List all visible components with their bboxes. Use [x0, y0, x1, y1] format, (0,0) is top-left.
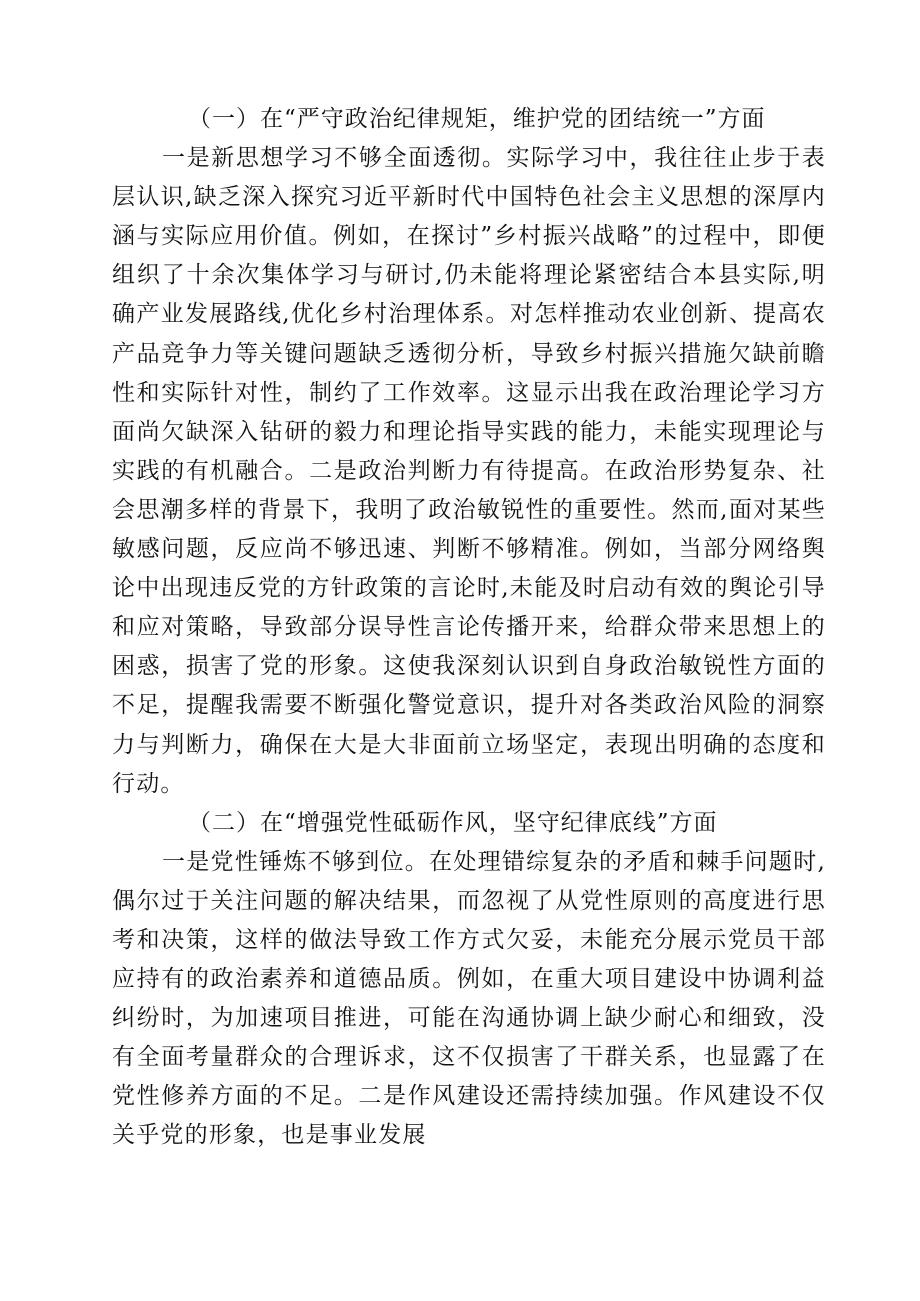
section-paragraph-1: 一是新思想学习不够全面透彻。实际学习中，我往往止步于表层认识,缺乏深入探究习近平新时代中国特色社会主义思想的深厚内涵与实际应用价值。例如，在探讨”乡村振兴战略”的过程中，即便组织了十余次集体学习与研讨,仍未能将理论紧密结合本县实际,明确产业发展路线,优化乡村治理体系。对怎样推动农业创新、提高农产品竞争力等关键问题缺乏透彻分析，导致乡村振兴措施欠缺前瞻性和实际针对性，制约了工作效率。这显示出我在政治理论学习方面尚欠缺深入钻研的毅力和理论指导实践的能力，未能实现理论与实践的有机融合。二是政治判断力有待提高。在政治形势复杂、社会思潮多样的背景下，我明了政治敏锐性的重要性。然而,面对某些敏感问题，反应尚不够迅速、判断不够精准。例如，当部分网络舆论中出现违反党的方针政策的言论时,未能及时启动有效的舆论引导和应对策略，导致部分误导性言论传播开来，给群众带来思想上的困惑，损害了党的形象。这使我深刻认识到自身政治敏锐性方面的不足，提醒我需要不断强化警觉意识，提升对各类政治风险的洞察力与判断力，确保在大是大非面前立场坚定，表现出明确的态度和行动。 — [112, 145, 826, 797]
section-heading-2: （二）在“增强党性砥砺作风，坚守纪律底线”方面 — [188, 809, 718, 836]
section-paragraph-2: 一是党性锤炼不够到位。在处理错综复杂的矛盾和棘手问题时,偶尔过于关注问题的解决结果，而忽视了从党性原则的高度进行思考和决策，这样的做法导致工作方式欠妥，未能充分展示党员干部应持有的政治素养和道德品质。例如，在重大项目建设中协调利益纠纷时，为加速项目推进，可能在沟通协调上缺少耐心和细致，没有全面考量群众的合理诉求，这不仅损害了干群关系，也显露了在党性修养方面的不足。二是作风建设还需持续加强。作风建设不仅关乎党的形象，也是事业发展 — [112, 848, 826, 1149]
section-heading-1: （一）在“严守政治纪律规矩，维护党的团结统一”方面 — [188, 106, 766, 132]
document-page — [112, 100, 826, 1156]
